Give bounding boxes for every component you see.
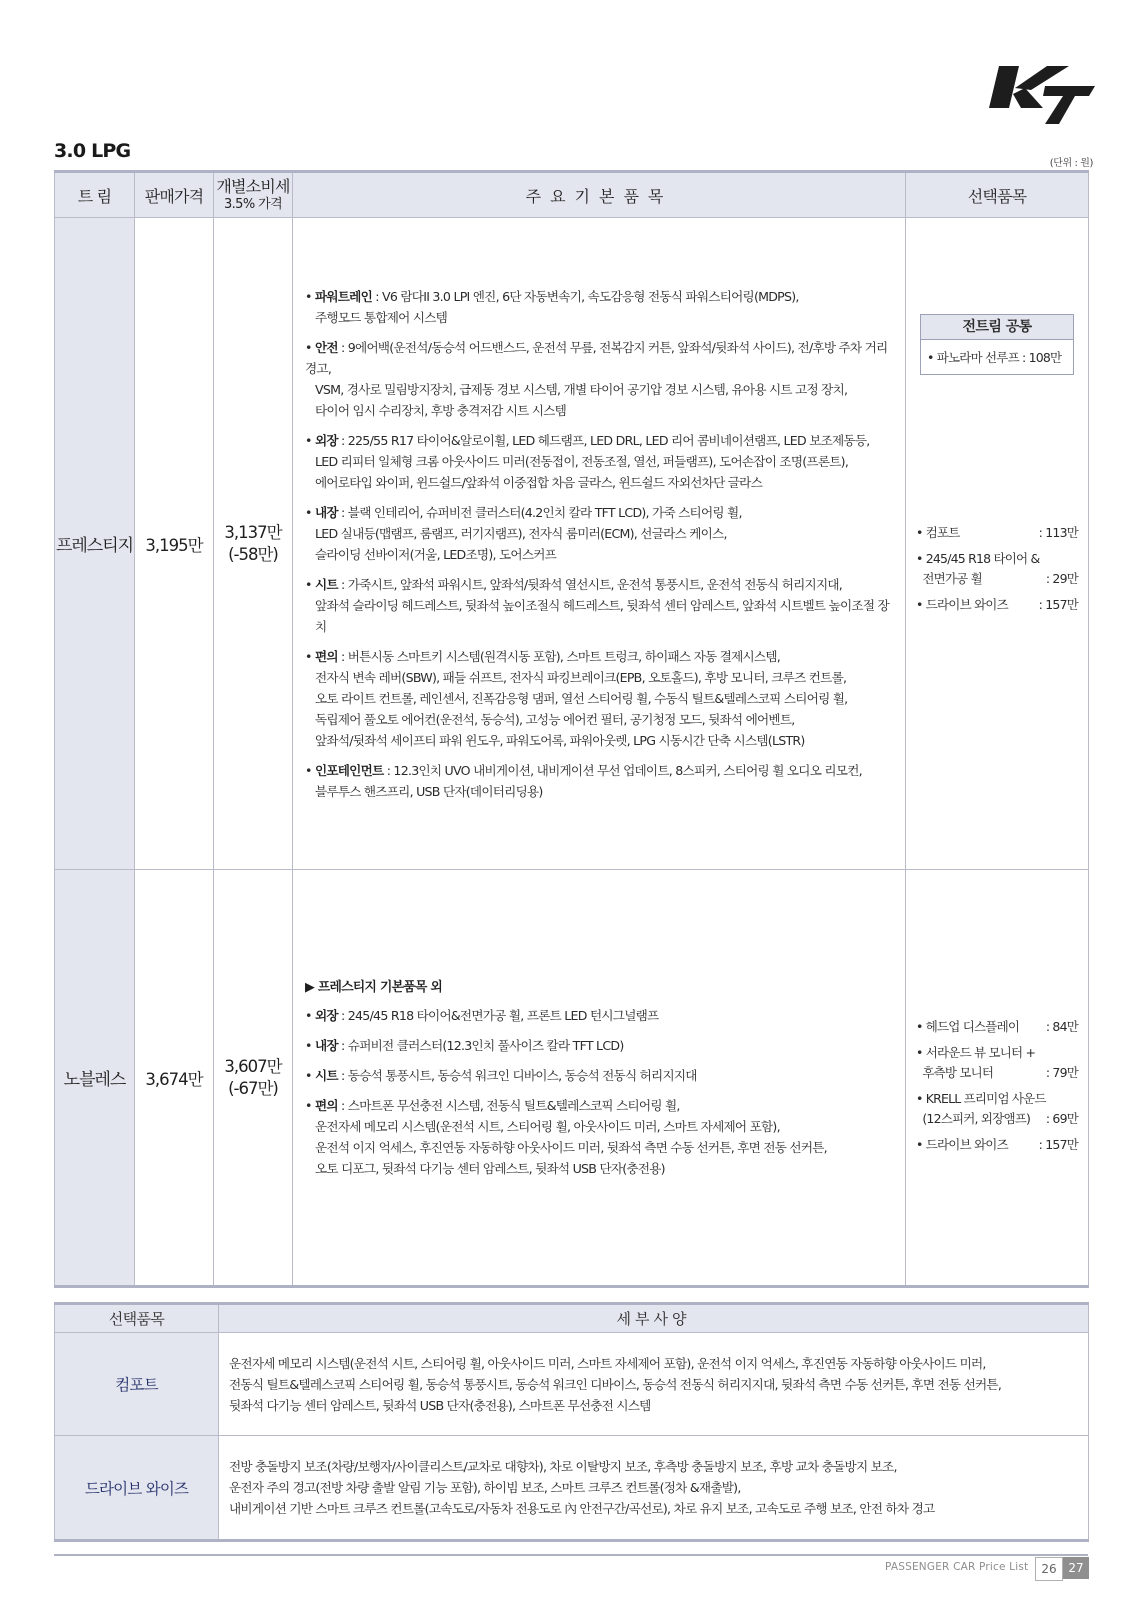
option-item: • 드라이브 와이즈 : 157만: [916, 1136, 1078, 1152]
feature-item: • 시트 : 가죽시트, 앞좌석 파워시트, 앞좌석/뒷좌석 열선시트, 운전석 통풍시트, 운전석 전동식 허리지지대, 앞좌석 슬라이딩 헤드레스트, 뒷좌석 높이조절식 헤드레스트, 뒷좌석 센터 암레스트, 앞좌석 시트벨트 높이조절 장치: [305, 576, 889, 634]
feature-intro: ▶ 프레스티지 기본품목 외: [305, 980, 443, 995]
header-price: 판매가격: [135, 172, 214, 218]
detail-option-name: 드라이브 와이즈: [55, 1436, 219, 1541]
feature-item: • 인포테인먼트 : 12.3인치 UVO 내비게이션, 내비게이션 무선 업데이트, 8스피커, 스티어링 휠 오디오 리모컨, 블루투스 핸즈프리, USB 단자(데이터리딩용): [305, 762, 862, 799]
footer-rule: [54, 1554, 1088, 1556]
common-option-box: [920, 314, 1074, 375]
trim-tax-price: [214, 218, 293, 870]
header-tax-top: 개별소비세: [216, 177, 290, 196]
option-item: • 드라이브 와이즈 : 157만: [916, 597, 1078, 612]
option-item: • 헤드업 디스플레이 : 84만: [916, 1018, 1078, 1034]
feature-item: • 내장 : 블랙 인테리어, 슈퍼비전 클러스터(4.2인치 칼라 TFT LCD), 가죽 스티어링 휠, LED 실내등(맵램프, 룸램프, 러기지램프), 전자식 룸미러(ECM), 선글라스 케이스, 슬라이딩 선바이저(거울, LED조명), 도어스커프: [305, 504, 742, 562]
detail-option-text: 운전자세 메모리 시스템(운전석 시트, 스티어링 휠, 아웃사이드 미러, 스마트 자세제어 포함), 운전석 이지 억세스, 후진연동 자동하향 아웃사이드 미러, 전동식 틸트&텔레스코픽 스티어링 휠, 동승석 통풍시트, 동승석 워크인 디바이스, 동승석 전동식 허리지지대, 뒷좌석 측면 수동 선커튼, 후면 전동 선커튼, 뒷좌석 다기능 센터 암레스트, 뒷좌석 USB 단자(충전용), 스마트폰 무선충전 시스템: [219, 1333, 1089, 1436]
price-table: [54, 170, 1089, 1288]
option-item: • KRELL 프리미엄 사운드 (12스피커, 외장앰프) : 69만: [916, 1090, 1078, 1126]
page-number-right: 27: [1063, 1557, 1089, 1579]
detail-header-row: [55, 1304, 1089, 1333]
option-list: [906, 218, 1089, 870]
header-tax-sub: 3.5% 가격: [223, 197, 283, 212]
header-trim: 트 림: [55, 172, 135, 218]
option-detail-table: [54, 1302, 1089, 1542]
tax-price-diff: (-58만): [228, 544, 278, 564]
detail-option-name: 컴포트: [55, 1333, 219, 1436]
tax-price-value: 3,607만: [224, 1056, 282, 1076]
option-items: [916, 523, 1078, 615]
header-tax: [214, 172, 293, 218]
detail-row-drive-wise: [55, 1436, 1089, 1541]
feature-item: • 내장 : 슈퍼비전 클러스터(12.3인치 풀사이즈 칼라 TFT LCD): [305, 1038, 624, 1053]
feature-item: • 파워트레인 : V6 람다II 3.0 LPI 엔진, 6단 자동변속기, 속도감응형 전동식 파워스티어링(MDPS), 주행모드 통합제어 시스템: [305, 288, 799, 325]
trim-name: 노블레스: [55, 870, 135, 1287]
option-item: • 서라운드 뷰 모니터 + 후측방 모니터 : 79만: [916, 1044, 1078, 1080]
option-item: • 컴포트 : 113만: [916, 525, 1078, 540]
trim-row-prestige: [55, 218, 1089, 870]
trim-name: 프레스티지: [55, 218, 135, 870]
detail-header-name: 선택품목: [55, 1304, 219, 1333]
header-features: 주요기본품목: [293, 172, 906, 218]
trim-row-noblesse: [55, 870, 1089, 1287]
detail-header-detail: 세부사양: [219, 1304, 1089, 1333]
feature-item: • 외장 : 245/45 R18 타이어&전면가공 휠, 프론트 LED 턴시그널램프: [305, 1008, 659, 1023]
table-header-row: [55, 172, 1089, 218]
tax-price-diff: (-67만): [228, 1078, 278, 1098]
trim-tax-price: [214, 870, 293, 1287]
option-item: • 245/45 R18 타이어 & 전면가공 휠 : 29만: [916, 551, 1078, 586]
trim-price: 3,195만: [135, 218, 214, 870]
section-title: 3.0 LPG: [54, 140, 131, 162]
page-number-left: 26: [1035, 1557, 1063, 1581]
footer-text: PASSENGER CAR Price List: [885, 1561, 1029, 1573]
feature-item: • 편의 : 버튼시동 스마트키 시스템(원격시동 포함), 스마트 트렁크, 하이패스 자동 결제시스템, 전자식 변속 레버(SBW), 패들 쉬프트, 전자식 파킹브레이크(EPB, 오토홀드), 후방 모니터, 크루즈 컨트롤, 오토 라이트 컨트롤, 레인센서, 진폭감응형 댐퍼, 열선 스티어링 휠, 수동식 틸트&텔레스코픽 스티어링 휠, 독립제어 풀오토 에어컨(운전석, 동승석), 고성능 에어컨 필터, 공기청정 모드, 뒷좌석 에어벤트, 앞좌석/뒷좌석 세이프티 파워 윈도우, 파워도어록, 파워아웃렛, LPG 시동시간 단축 시스템(LSTR): [305, 648, 848, 748]
feature-list: [293, 218, 906, 870]
feature-item: • 시트 : 동승석 통풍시트, 동승석 워크인 디바이스, 동승석 전동식 허리지지대: [305, 1068, 697, 1083]
k7-logo: [985, 58, 1097, 130]
header-options: 선택품목: [906, 172, 1089, 218]
unit-note: (단위 : 원): [1049, 158, 1093, 169]
feature-list: [293, 870, 906, 1287]
feature-item: • 편의 : 스마트폰 무선충전 시스템, 전동식 틸트&텔레스코픽 스티어링 휠, 운전자세 메모리 시스템(운전석 시트, 스티어링 휠, 아웃사이드 미러, 스마트 자세제어 포함), 운전석 이지 억세스, 후진연동 자동하향 아웃사이드 미러, 뒷좌석 측면 수동 선커튼, 후면 전동 선커튼, 오토 디포그, 뒷좌석 다기능 센터 암레스트, 뒷좌석 USB 단자(충전용): [305, 1098, 827, 1176]
feature-item: • 외장 : 225/55 R17 타이어&알로이휠, LED 헤드램프, LED DRL, LED 리어 콤비네이션램프, LED 보조제동등, LED 리피터 일체형 크롬 아웃사이드 미러(전동접이, 전동조절, 열선, 퍼들램프), 도어손잡이 조명(프론트), 에어로타입 와이퍼, 윈드쉴드/앞좌석 이중접합 차음 글라스, 윈드쉴드 자외선차단 글라스: [305, 432, 870, 490]
common-option-title: 전트림 공통: [921, 315, 1073, 340]
feature-item: • 안전 : 9에어백(운전석/동승석 어드밴스드, 운전석 무릎, 전복감지 커튼, 앞좌석/뒷좌석 사이드), 전/후방 주차 거리 경고, VSM, 경사로 밀림방지장치, 급제동 경보 시스템, 개별 타이어 공기압 경보 시스템, 유아용 시트 고정 장치, 타이어 임시 수리장치, 후방 충격저감 시트 시스템: [305, 339, 888, 418]
option-list: [906, 870, 1089, 1287]
detail-row-comfort: [55, 1333, 1089, 1436]
common-option-text: • 파노라마 선루프 : 108만: [927, 350, 1062, 365]
trim-price: 3,674만: [135, 870, 214, 1287]
detail-option-text: 전방 충돌방지 보조(차량/보행자/사이클리스트/교차로 대향차), 차로 이탈방지 보조, 후측방 충돌방지 보조, 후방 교차 충돌방지 보조, 운전자 주의 경고(전방 차량 출발 알림 기능 포함), 하이빔 보조, 스마트 크루즈 컨트롤(정차 &재출발), 내비게이션 기반 스마트 크루즈 컨트롤(고속도로/자동차 전용도로 內 안전구간/곡선로), 차로 유지 보조, 고속도로 주행 보조, 안전 하차 경고: [219, 1436, 1089, 1541]
tax-price-value: 3,137만: [224, 522, 282, 542]
